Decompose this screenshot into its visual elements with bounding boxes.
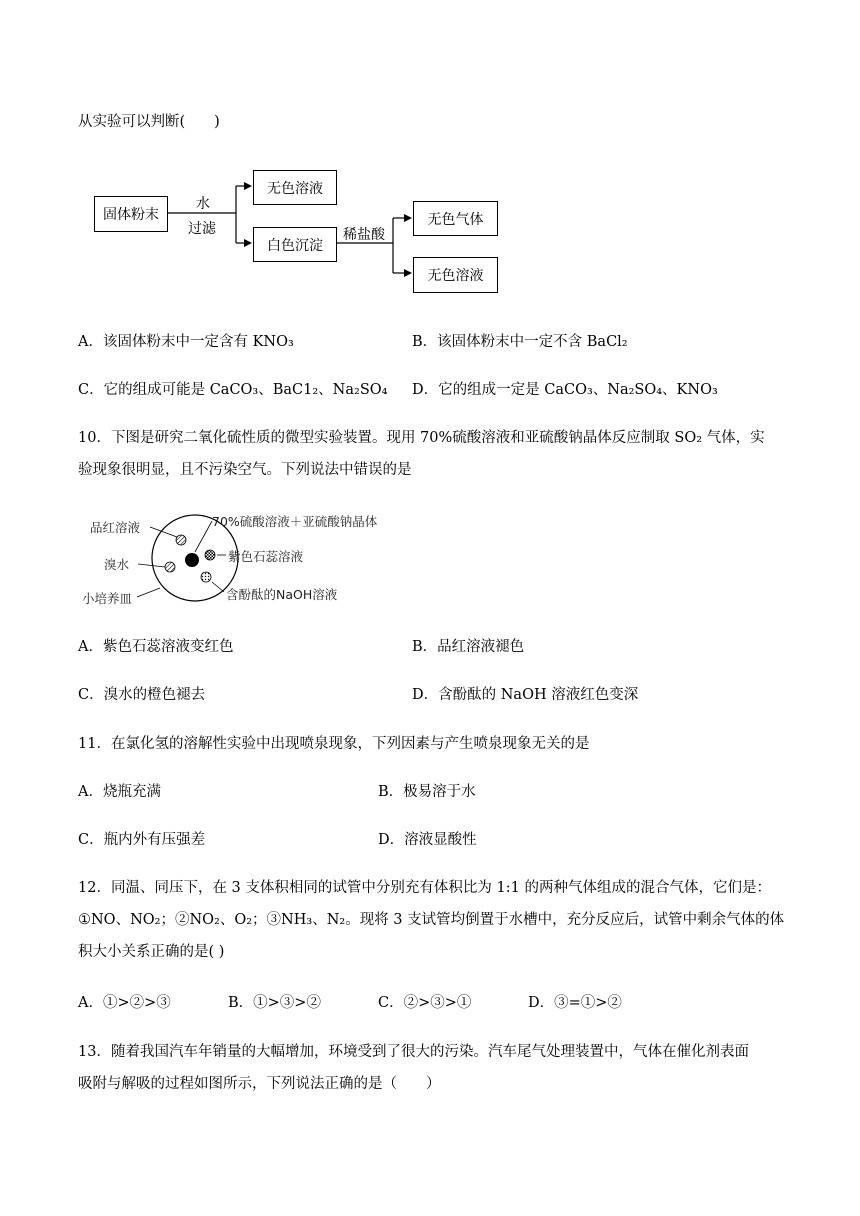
q9-option-a: A．该固体粉末中一定含有 KNO₃ xyxy=(78,334,294,350)
q12-option-a: A．①>②>③ xyxy=(78,995,171,1011)
q10-stem-line1: 10．下图是研究二氧化硫性质的微型实验装置。现用 70%硫酸溶液和亚硫酸钠晶体反应制取 SO₂ 气体，实 xyxy=(78,430,765,446)
flow-water-label: 水 xyxy=(196,196,210,212)
label-naoh-phenolphthalein: 含酚酞的NaOH溶液 xyxy=(226,587,338,602)
q9-stem: 从实验可以判断( ) xyxy=(78,114,220,130)
q10-option-c: C．溴水的橙色褪去 xyxy=(78,687,206,703)
flow-white-precipitate: 白色沉淀 xyxy=(253,227,337,262)
q9-option-c: C．它的组成可能是 CaCO₃、BaC1₂、Na₂SO₄ xyxy=(78,382,388,398)
q10-option-b: B．品红溶液褪色 xyxy=(412,639,525,655)
flow-acid-label: 稀盐酸 xyxy=(343,227,385,243)
label-bromine-water: 溴水 xyxy=(104,557,130,572)
flow-colorless-solution-1: 无色溶液 xyxy=(253,170,337,205)
q12-stem-line3: 积大小关系正确的是( ) xyxy=(78,944,225,960)
label-acid-sulfite: 70%硫酸溶液＋亚硫酸钠晶体 xyxy=(212,514,378,529)
q11-stem: 11．在氯化氢的溶解性实验中出现喷泉现象，下列因素与产生喷泉现象无关的是 xyxy=(78,736,590,752)
q10-option-d: D．含酚酞的 NaOH 溶液红色变深 xyxy=(412,687,639,703)
q12-stem-line2: ①NO、NO₂；②NO₂、O₂；③NH₃、N₂。现将 3 支试管均倒置于水槽中，充分反应后，试管中剩余气体的体 xyxy=(78,912,785,928)
flow-solid-powder: 固体粉末 xyxy=(94,196,168,232)
q10-stem-line2: 验现象很明显，且不污染空气。下列说法中错误的是 xyxy=(78,462,412,478)
q13-stem-line2: 吸附与解吸的过程如图所示，下列说法正确的是（ ） xyxy=(78,1076,441,1092)
q12-option-b: B．①>③>② xyxy=(228,995,321,1011)
q10-option-a: A．紫色石蕊溶液变红色 xyxy=(78,639,234,655)
q9-option-b: B．该固体粉末中一定不含 BaCl₂ xyxy=(412,334,628,350)
q11-option-b: B．极易溶于水 xyxy=(378,784,476,800)
q12-option-c: C．②>③>① xyxy=(378,995,472,1011)
q11-option-a: A．烧瓶充满 xyxy=(78,784,161,800)
label-petri-dish: 小培养皿 xyxy=(82,591,133,606)
label-pinhong-solution: 品红溶液 xyxy=(90,520,141,535)
q11-option-c: C．瓶内外有压强差 xyxy=(78,832,206,848)
q9-option-d: D．它的组成一定是 CaCO₃、Na₂SO₄、KNO₃ xyxy=(412,382,718,398)
flow-colorless-gas: 无色气体 xyxy=(413,201,498,236)
flow-colorless-solution-2: 无色溶液 xyxy=(413,257,498,293)
q13-stem-line1: 13．随着我国汽车年销量的大幅增加，环境受到了很大的污染。汽车尾气处理装置中，气体在催化剂表面 xyxy=(78,1044,749,1060)
q11-option-d: D．溶液显酸性 xyxy=(378,832,477,848)
flow-filter-label: 过滤 xyxy=(188,221,216,237)
label-litmus-solution: 紫色石蕊溶液 xyxy=(228,549,304,564)
q12-stem-line1: 12．同温、同压下，在 3 支体积相同的试管中分别充有体积比为 1:1 的两种气体组成的混合气体，它们是： xyxy=(78,880,771,896)
q12-option-d: D．③=①>② xyxy=(528,995,622,1011)
